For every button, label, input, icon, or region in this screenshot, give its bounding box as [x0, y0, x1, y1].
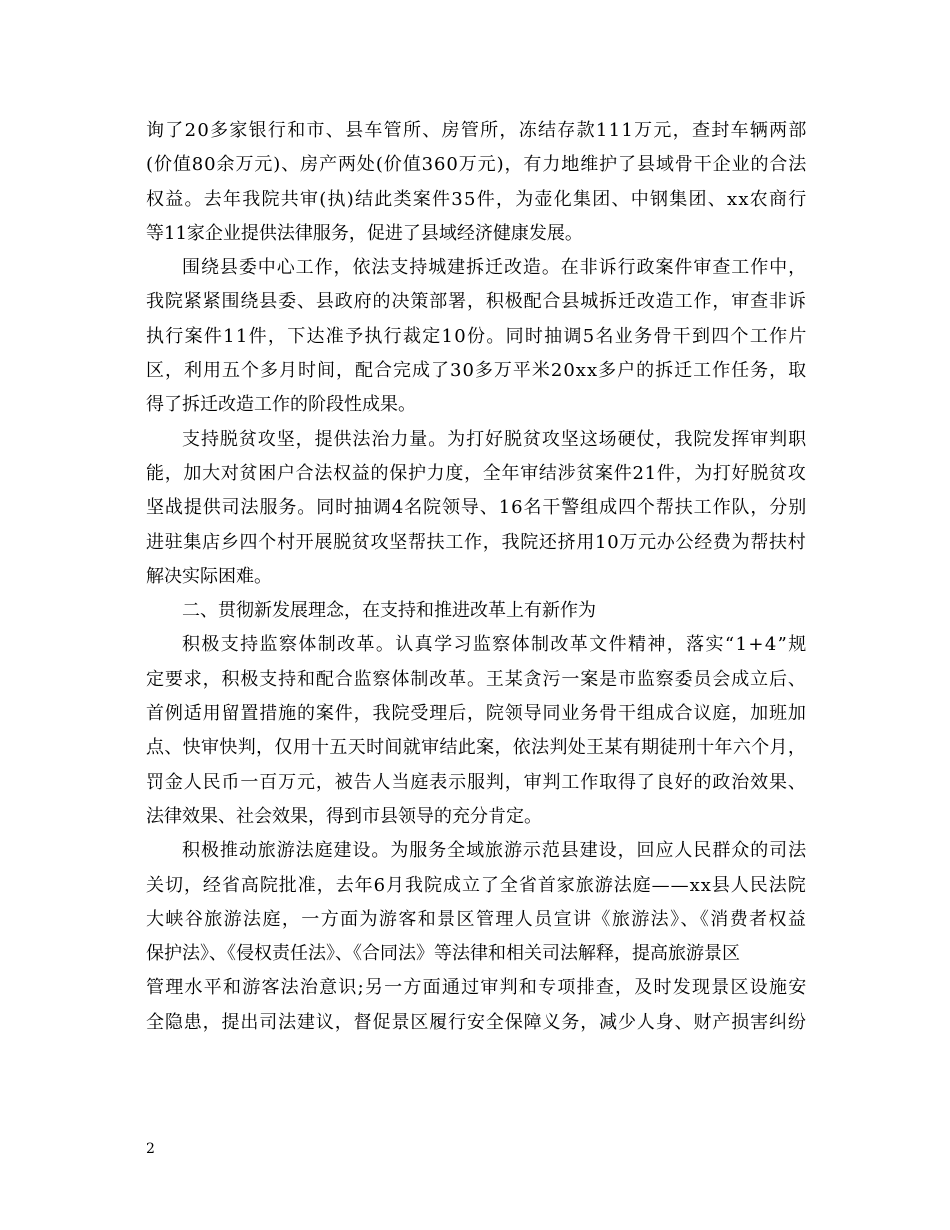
text-line: 得了拆迁改造工作的阶段性成果。: [146, 394, 416, 416]
text-line: 罚金人民币一百万元，被告人当庭表示服判，审判工作取得了良好的政治效果、: [146, 771, 807, 793]
text-line: 法律效果、社会效果，得到市县领导的充分肯定。: [146, 805, 542, 827]
text-line: 支持脱贫攻坚，提供法治力量。为打好脱贫攻坚这场硬仗，我院发挥审判职: [182, 428, 808, 450]
text-line: 积极推动旅游法庭建设。为服务全域旅游示范县建设，回应人民群众的司法: [182, 840, 808, 862]
text-line: 定要求，积极支持和配合监察体制改革。王某贪污一案是市监察委员会成立后、: [146, 668, 807, 690]
text-line: 保护法》、《侵权责任法》、《合同法》等法律和相关司法解释，提高旅游景区: [146, 943, 740, 965]
text-line: 大峡谷旅游法庭，一方面为游客和景区管理人员宣讲《旅游法》、《消费者权益: [146, 908, 808, 930]
text-line: 坚战提供司法服务。同时抽调4名院领导、16名干警组成四个帮扶工作队，分别: [146, 497, 808, 519]
text-line: 执行案件11件，下达准予执行裁定10份。同时抽调5名业务骨干到四个工作片: [146, 325, 808, 347]
text-line: 全隐患，提出司法建议，督促景区履行安全保障义务，减少人身、财产损害纠纷: [146, 1011, 807, 1033]
text-line: 首例适用留置措施的案件，我院受理后，院领导同业务骨干组成合议庭，加班加: [146, 703, 807, 725]
text-line: 权益。去年我院共审(执)结此类案件35件，为壶化集团、中钢集团、xx农商行: [146, 188, 808, 210]
text-line: 点、快审快判，仅用十五天时间就审结此案，依法判处王某有期徒刑十年六个月，: [146, 737, 807, 759]
page-number: 2: [146, 1141, 155, 1157]
text-line: 能，加大对贫困户合法权益的保护力度，全年审结涉贫案件21件，为打好脱贫攻: [146, 462, 807, 484]
text-line: (价值80余万元)、房产两处(价值360万元)，有力地维护了县域骨干企业的合法: [146, 154, 808, 176]
text-line: 询了20多家银行和市、县车管所、房管所，冻结存款111万元，查封车辆两部: [146, 120, 808, 141]
text-line: 积极支持监察体制改革。认真学习监察体制改革文件精神，落实“1+4”规: [182, 634, 808, 656]
text-line: 我院紧紧围绕县委、县政府的决策部署，积极配合县城拆迁改造工作，审查非诉: [146, 291, 807, 313]
document-body: [146, 114, 806, 1040]
text-line: 管理水平和游客法治意识;另一方面通过审判和专项排查，及时发现景区设施安: [146, 977, 808, 999]
text-line: 区，利用五个多月时间，配合完成了30多万平米20xx多户的拆迁工作任务，取: [146, 360, 808, 382]
text-line: 进驻集店乡四个村开展脱贫攻坚帮扶工作，我院还挤用10万元办公经费为帮扶村: [146, 531, 807, 553]
text-line: 解决实际困难。: [146, 565, 272, 587]
text-line: 二、贯彻新发展理念，在支持和推进改革上有新作为: [182, 600, 596, 622]
text-line: 等11家企业提供法律服务，促进了县域经济健康发展。: [146, 222, 583, 244]
text-line: 关切，经省高院批准，去年6月我院成立了全省首家旅游法庭——xx县人民法院: [146, 874, 807, 896]
text-line: 围绕县委中心工作，依法支持城建拆迁改造。在非诉行政案件审查工作中，: [182, 257, 808, 279]
